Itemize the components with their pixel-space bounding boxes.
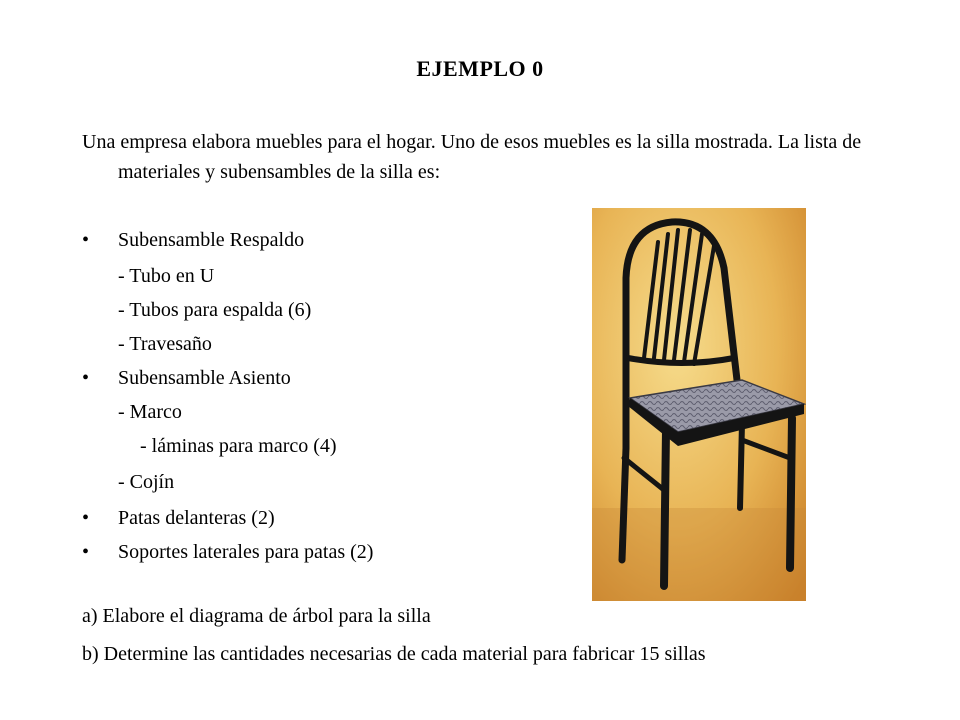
bullet-icon: • <box>82 367 90 389</box>
list-item-asiento: Subensamble Asiento <box>118 367 291 389</box>
slide-title: EJEMPLO 0 <box>416 56 544 81</box>
bullet-icon: • <box>82 541 90 563</box>
bullet-icon: • <box>82 507 90 529</box>
list-item-travesano: - Travesaño <box>118 333 212 355</box>
intro-paragraph: Una empresa elabora muebles para el hogar. Uno de esos muebles es la silla mostrada. La lista de materiales y subensambles de la silla es: <box>82 131 862 183</box>
list-item-cojin: - Cojín <box>118 471 175 493</box>
chair-illustration <box>592 208 806 601</box>
list-item-soportes: Soportes laterales para patas (2) <box>118 541 374 563</box>
bullet-icon: • <box>82 229 90 251</box>
list-item-patas: Patas delanteras (2) <box>118 507 275 529</box>
list-item-respaldo: Subensamble Respaldo <box>118 229 305 251</box>
chair-photo <box>592 208 806 601</box>
question-a: a) Elabore el diagrama de árbol para la silla <box>82 605 431 627</box>
list-item-tubo-u: - Tubo en U <box>118 265 215 287</box>
list-item-marco: - Marco <box>118 401 182 423</box>
list-item-tubos-espalda: - Tubos para espalda (6) <box>118 299 312 321</box>
question-b: b) Determine las cantidades necesarias de cada material para fabricar 15 sillas <box>82 643 706 665</box>
list-item-laminas: - láminas para marco (4) <box>140 435 337 457</box>
